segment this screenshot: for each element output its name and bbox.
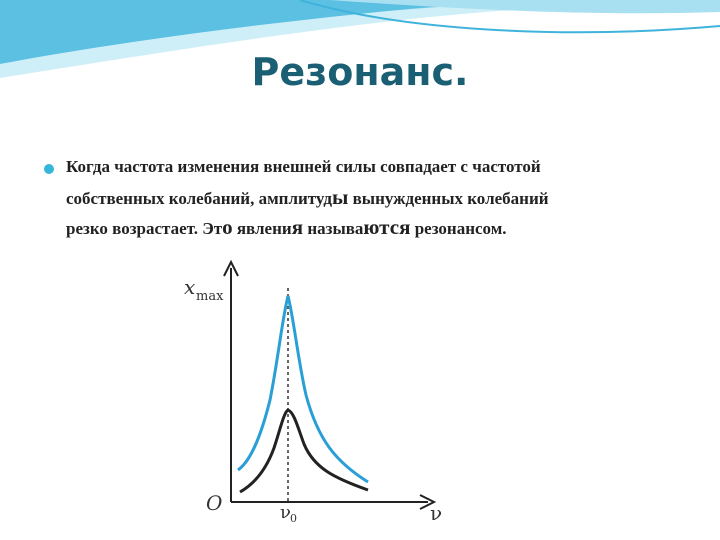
text-segment: ются <box>363 215 411 239</box>
text-segment: явлени <box>232 219 292 238</box>
text-segment: ы <box>331 185 349 209</box>
text-segment: называ <box>303 219 364 238</box>
text-segment: резонансом. <box>410 219 507 238</box>
curve-low-damping <box>238 296 368 482</box>
curve-high-damping <box>240 410 368 492</box>
slide-title: Резонанс. <box>251 50 469 94</box>
bullet-line-1: Когда частота изменения внешней силы совпадает с частотой <box>66 157 541 176</box>
resonance-frequency-label: ν <box>280 502 291 523</box>
origin-label: O <box>206 491 223 515</box>
text-segment: резко возрастает. Эт <box>66 219 223 238</box>
y-axis-label: x <box>184 275 196 299</box>
y-axis-label-subscript: max <box>196 289 224 304</box>
text-segment: вынужденных колебаний <box>348 189 549 208</box>
text-segment: собственных колебаний, амплитуд <box>66 189 332 208</box>
text-segment: о <box>222 215 233 239</box>
resonance-frequency-subscript: 0 <box>290 512 297 525</box>
text-segment: я <box>291 215 304 239</box>
x-axis-label: ν <box>430 501 443 525</box>
